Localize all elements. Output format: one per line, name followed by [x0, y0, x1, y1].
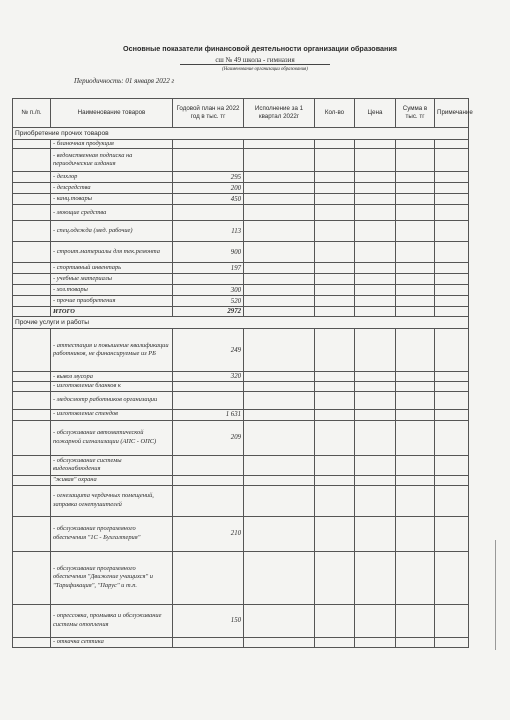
table-row: [13, 285, 469, 296]
row-cell: [396, 263, 435, 274]
organization-caption: (Наименование организации образования): [222, 67, 308, 72]
row-number: [13, 205, 51, 221]
row-cell: [355, 205, 396, 221]
row-number: [13, 637, 51, 647]
table-row: [13, 604, 469, 637]
row-cell: [355, 194, 396, 205]
row-number: [13, 485, 51, 516]
row-plan: [173, 485, 244, 516]
row-name: - спец.одежда (мед. рабочие): [51, 221, 173, 242]
row-cell: [396, 516, 435, 551]
row-cell: [355, 285, 396, 296]
row-cell: [355, 140, 396, 149]
row-cell: [396, 391, 435, 409]
row-cell: [435, 296, 469, 307]
row-cell: [244, 475, 315, 485]
row-plan: 520: [173, 296, 244, 307]
row-cell: [244, 329, 315, 372]
table-row: [13, 221, 469, 242]
row-plan: 249: [173, 329, 244, 372]
table-row: [13, 263, 469, 274]
row-number: [13, 551, 51, 604]
row-cell: [315, 263, 355, 274]
row-name: - опрессовка, промывка и обслуживание системы отопления: [51, 604, 173, 637]
table-row: [13, 149, 469, 172]
col-plan: Годовой план на 2022 год в тыс. тг: [173, 99, 244, 128]
row-cell: [396, 194, 435, 205]
row-cell: [435, 205, 469, 221]
row-cell: [435, 475, 469, 485]
row-cell: [396, 604, 435, 637]
row-cell: [355, 455, 396, 475]
row-cell: [315, 455, 355, 475]
row-cell: [355, 604, 396, 637]
row-plan: 300: [173, 285, 244, 296]
row-cell: [315, 409, 355, 420]
row-name: - бланочная продукция: [51, 140, 173, 149]
row-cell: [315, 221, 355, 242]
row-name: - канц.товары: [51, 194, 173, 205]
row-name: - изготовление стендов: [51, 409, 173, 420]
row-cell: [315, 551, 355, 604]
section-title: Приобретение прочих товаров: [13, 128, 469, 140]
table-body: [13, 128, 469, 648]
row-cell: [396, 274, 435, 285]
row-cell: [355, 296, 396, 307]
row-cell: [244, 372, 315, 382]
row-cell: [244, 263, 315, 274]
table-row: [13, 637, 469, 647]
row-name: - учебные материалы: [51, 274, 173, 285]
row-cell: [396, 485, 435, 516]
table-row: [13, 409, 469, 420]
row-cell: [396, 382, 435, 391]
row-cell: [435, 140, 469, 149]
row-cell: [244, 140, 315, 149]
row-name: "живая" охрана: [51, 475, 173, 485]
row-cell: [315, 140, 355, 149]
row-number: [13, 516, 51, 551]
table-row: [13, 194, 469, 205]
row-cell: [435, 274, 469, 285]
row-cell: [315, 285, 355, 296]
row-plan: [173, 205, 244, 221]
row-cell: [396, 172, 435, 183]
row-cell: [355, 516, 396, 551]
row-name: - спортивный инвентарь: [51, 263, 173, 274]
row-number: [13, 296, 51, 307]
row-name: - обслуживание автоматической пожарной сигнализации (АПС - ОПС): [51, 420, 173, 455]
period-label: Периодичность: 01 января 2022 г: [74, 77, 175, 85]
row-cell: [435, 194, 469, 205]
row-cell: [435, 604, 469, 637]
section-row: [13, 128, 469, 140]
row-cell: [315, 604, 355, 637]
row-cell: [315, 183, 355, 194]
row-cell: [355, 149, 396, 172]
table-row: [13, 372, 469, 382]
row-cell: [396, 329, 435, 372]
row-cell: [435, 285, 469, 296]
row-number: [13, 172, 51, 183]
row-cell: [355, 307, 396, 317]
row-number: [13, 140, 51, 149]
row-cell: [396, 285, 435, 296]
col-sum: Сумма в тыс. тг: [396, 99, 435, 128]
row-cell: [355, 274, 396, 285]
row-name: - изготовление бланков к: [51, 382, 173, 391]
row-number: [13, 242, 51, 263]
row-cell: [355, 329, 396, 372]
row-plan: 450: [173, 194, 244, 205]
table-row: [13, 172, 469, 183]
row-cell: [396, 307, 435, 317]
row-cell: [396, 183, 435, 194]
row-cell: [244, 637, 315, 647]
row-cell: [315, 475, 355, 485]
row-name: - моющие средства: [51, 205, 173, 221]
row-cell: [435, 183, 469, 194]
row-cell: [355, 637, 396, 647]
table-row: [13, 205, 469, 221]
row-cell: [355, 382, 396, 391]
row-cell: [355, 372, 396, 382]
row-name: ИТОГО: [51, 307, 173, 317]
row-cell: [396, 140, 435, 149]
row-plan: [173, 455, 244, 475]
row-number: [13, 409, 51, 420]
row-cell: [435, 242, 469, 263]
row-cell: [244, 285, 315, 296]
document-title: Основные показатели финансовой деятельности организации образования: [123, 44, 397, 53]
row-plan: [173, 551, 244, 604]
row-cell: [244, 382, 315, 391]
row-cell: [244, 551, 315, 604]
finance-table: [12, 98, 473, 648]
row-cell: [244, 516, 315, 551]
row-cell: [396, 205, 435, 221]
row-cell: [435, 637, 469, 647]
table-row: [13, 516, 469, 551]
row-cell: [435, 391, 469, 409]
row-name: - строит.материалы для тек.ремонта: [51, 242, 173, 263]
row-cell: [315, 329, 355, 372]
row-number: [13, 221, 51, 242]
row-cell: [315, 205, 355, 221]
row-cell: [315, 391, 355, 409]
row-cell: [315, 296, 355, 307]
row-plan: [173, 637, 244, 647]
organization-name: сш № 49 школа - гимназия: [180, 56, 330, 65]
row-cell: [244, 221, 315, 242]
row-cell: [396, 455, 435, 475]
row-cell: [396, 475, 435, 485]
row-cell: [355, 221, 396, 242]
table-header-row: [13, 99, 469, 128]
row-plan: 900: [173, 242, 244, 263]
row-plan: 113: [173, 221, 244, 242]
row-cell: [355, 172, 396, 183]
row-number: [13, 420, 51, 455]
row-name: - обслуживание программного обеспечения "1С - Бухгалтерия": [51, 516, 173, 551]
row-number: [13, 372, 51, 382]
row-name: - вывоз мусора: [51, 372, 173, 382]
row-plan: [173, 274, 244, 285]
row-cell: [396, 296, 435, 307]
row-cell: [396, 420, 435, 455]
row-cell: [244, 391, 315, 409]
table-row: [13, 307, 469, 317]
table-row: [13, 242, 469, 263]
row-cell: [244, 296, 315, 307]
col-number: № п./п.: [13, 99, 51, 128]
row-cell: [435, 221, 469, 242]
row-cell: [355, 183, 396, 194]
row-cell: [355, 420, 396, 455]
row-cell: [396, 551, 435, 604]
row-plan: 320: [173, 372, 244, 382]
row-number: [13, 274, 51, 285]
row-number: [13, 475, 51, 485]
table-row: [13, 475, 469, 485]
row-number: [13, 455, 51, 475]
row-plan: 2972: [173, 307, 244, 317]
col-note: Примечание: [435, 99, 469, 128]
section-title: Прочие услуги и работы: [13, 317, 469, 329]
table-row: [13, 382, 469, 391]
row-number: [13, 391, 51, 409]
table-row: [13, 551, 469, 604]
row-plan: [173, 140, 244, 149]
row-cell: [244, 149, 315, 172]
row-cell: [396, 149, 435, 172]
row-cell: [396, 637, 435, 647]
row-cell: [244, 455, 315, 475]
row-cell: [435, 307, 469, 317]
row-cell: [315, 307, 355, 317]
row-cell: [396, 221, 435, 242]
row-cell: [244, 420, 315, 455]
row-number: [13, 183, 51, 194]
row-cell: [435, 420, 469, 455]
row-cell: [435, 551, 469, 604]
row-number: [13, 194, 51, 205]
row-cell: [435, 372, 469, 382]
row-cell: [244, 194, 315, 205]
table-row: [13, 274, 469, 285]
row-plan: [173, 149, 244, 172]
row-name: - ведомственная подписка на периодические издания: [51, 149, 173, 172]
row-number: [13, 263, 51, 274]
row-number: [13, 604, 51, 637]
row-cell: [355, 485, 396, 516]
row-cell: [435, 172, 469, 183]
col-name: Наименование товаров: [51, 99, 173, 128]
row-cell: [435, 485, 469, 516]
row-number: [13, 307, 51, 317]
row-name: - дезсредства: [51, 183, 173, 194]
row-name: - обслуживание системы видеонаблюдения: [51, 455, 173, 475]
row-plan: 200: [173, 183, 244, 194]
row-name: - откачка септика: [51, 637, 173, 647]
row-cell: [244, 205, 315, 221]
row-name: - прочие приобретения: [51, 296, 173, 307]
row-cell: [355, 263, 396, 274]
row-cell: [244, 172, 315, 183]
row-name: - огнезащита чердачных помещений, заправка огнетушителей: [51, 485, 173, 516]
row-plan: [173, 391, 244, 409]
row-cell: [315, 637, 355, 647]
table-row: [13, 455, 469, 475]
table-row: [13, 296, 469, 307]
row-cell: [355, 551, 396, 604]
row-cell: [315, 274, 355, 285]
row-cell: [355, 409, 396, 420]
col-price: Цена: [355, 99, 396, 128]
col-execution: Исполнение за 1 квартал 2022г: [244, 99, 315, 128]
row-name: - хоз.товары: [51, 285, 173, 296]
row-cell: [396, 242, 435, 263]
row-cell: [244, 409, 315, 420]
row-cell: [244, 183, 315, 194]
row-plan: [173, 382, 244, 391]
table-row: [13, 485, 469, 516]
row-cell: [435, 149, 469, 172]
row-cell: [355, 391, 396, 409]
row-name: - обслуживание программного обеспечения "Движение учащихся" и "Тарификация", "Парус" и т.п.: [51, 551, 173, 604]
row-cell: [315, 382, 355, 391]
row-cell: [244, 485, 315, 516]
row-cell: [315, 194, 355, 205]
row-cell: [435, 409, 469, 420]
row-number: [13, 285, 51, 296]
row-plan: [173, 475, 244, 485]
row-plan: 150: [173, 604, 244, 637]
row-cell: [315, 242, 355, 263]
row-cell: [315, 420, 355, 455]
row-cell: [396, 409, 435, 420]
row-name: - медосмотр работников организации: [51, 391, 173, 409]
table-row: [13, 420, 469, 455]
row-plan: 210: [173, 516, 244, 551]
row-cell: [315, 149, 355, 172]
table-row: [13, 183, 469, 194]
row-cell: [315, 485, 355, 516]
row-name: - дезхлор: [51, 172, 173, 183]
row-cell: [435, 263, 469, 274]
row-number: [13, 382, 51, 391]
row-cell: [315, 372, 355, 382]
row-cell: [244, 274, 315, 285]
row-cell: [435, 329, 469, 372]
table-row: [13, 329, 469, 372]
row-cell: [244, 307, 315, 317]
row-cell: [435, 455, 469, 475]
row-cell: [355, 475, 396, 485]
row-cell: [244, 604, 315, 637]
row-plan: 295: [173, 172, 244, 183]
col-quantity: Кол-во: [315, 99, 355, 128]
row-cell: [355, 242, 396, 263]
row-plan: 197: [173, 263, 244, 274]
row-cell: [396, 372, 435, 382]
row-cell: [244, 242, 315, 263]
table-row: [13, 391, 469, 409]
row-cell: [435, 516, 469, 551]
row-name: - аттестация и повышение квалификации работников, не финансируемые из РБ: [51, 329, 173, 372]
row-plan: 209: [173, 420, 244, 455]
table-row: [13, 140, 469, 149]
row-number: [13, 149, 51, 172]
row-cell: [435, 382, 469, 391]
scan-edge-line: [495, 540, 496, 650]
section-row: [13, 317, 469, 329]
row-cell: [315, 172, 355, 183]
row-cell: [315, 516, 355, 551]
row-plan: 1 631: [173, 409, 244, 420]
row-number: [13, 329, 51, 372]
